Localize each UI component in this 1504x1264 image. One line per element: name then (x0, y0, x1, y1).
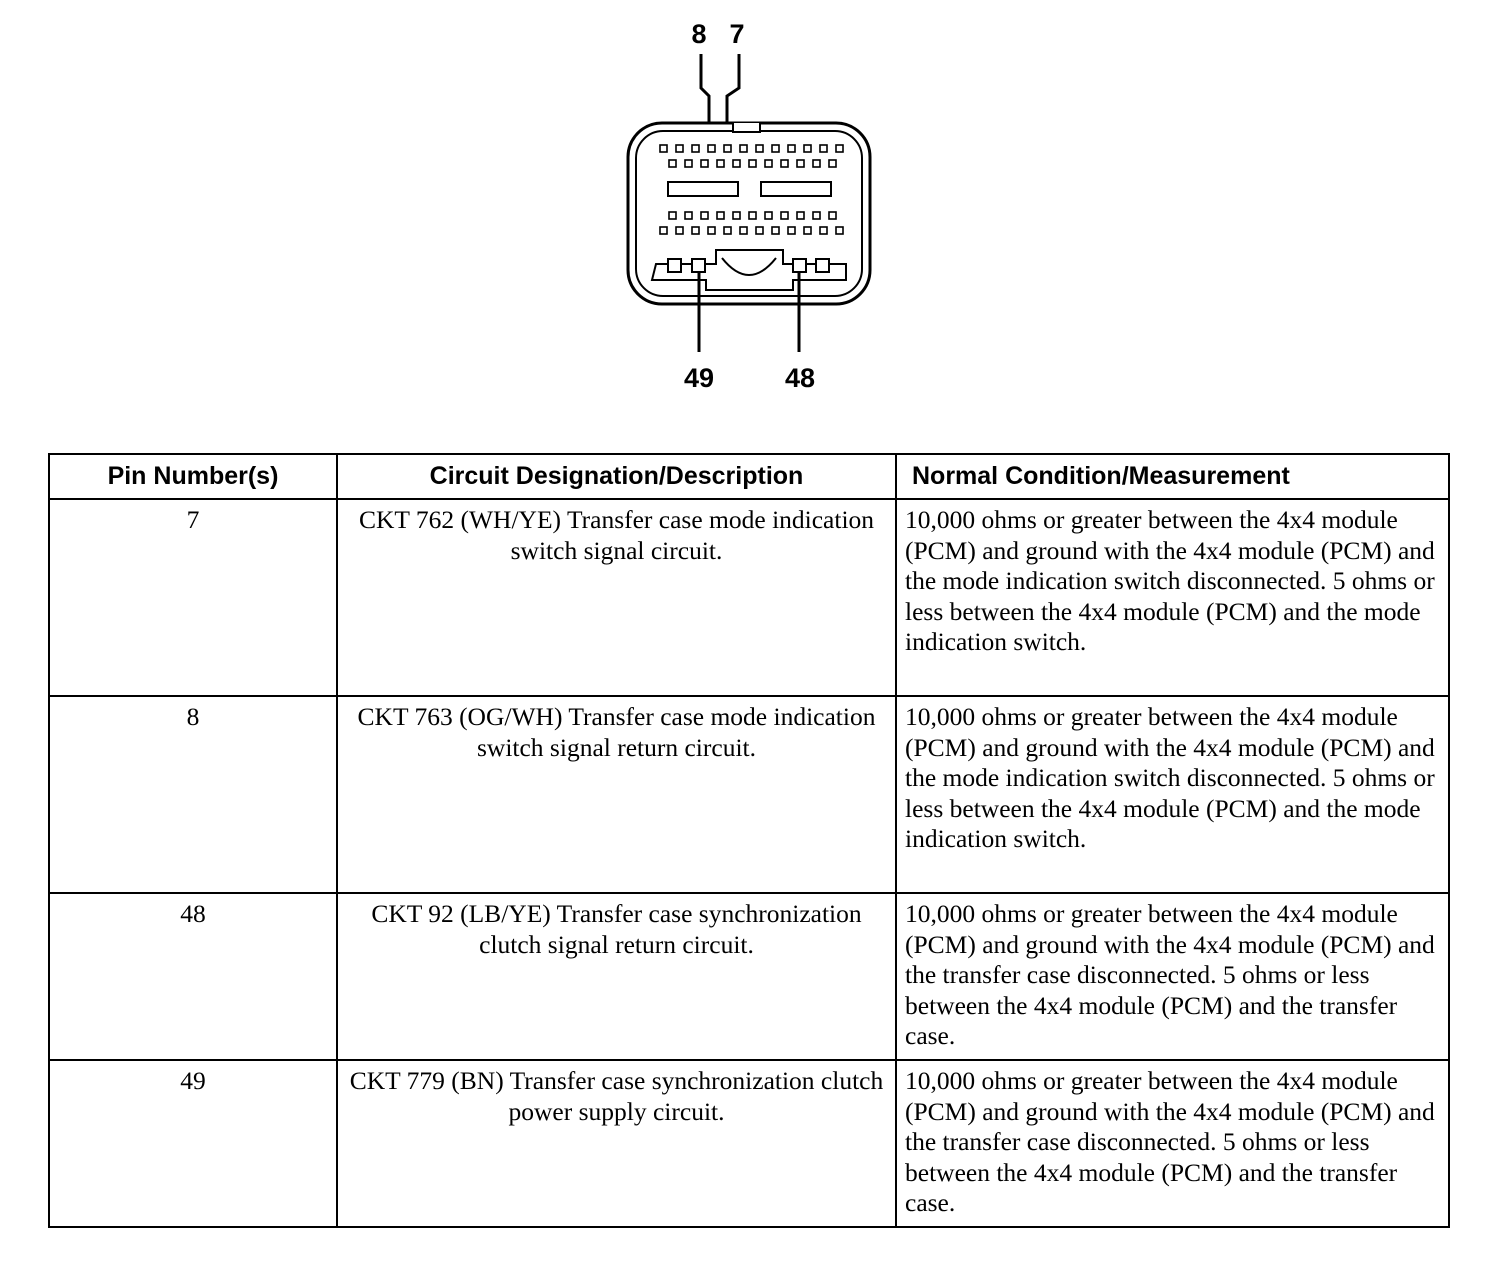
pin-number-cell: 8 (49, 696, 337, 893)
latch-slot-right (761, 182, 831, 196)
pin-50 (816, 259, 829, 272)
pin-number-cell: 48 (49, 893, 337, 1060)
measurement-cell: 10,000 ohms or greater between the 4x4 module (PCM) and ground with the 4x4 module (PCM) and the mode indication switch disconnected. 5 ohms or less between the 4x4 module (PCM) and the mode indication switch. (896, 696, 1449, 893)
header-circuit-designation: Circuit Designation/Description (337, 454, 896, 499)
pin-label-7: 7 (729, 19, 745, 49)
table-row (49, 893, 1449, 1060)
table-row (49, 1060, 1449, 1227)
connector-diagram (560, 0, 960, 410)
pin-48 (793, 259, 806, 272)
pin-49 (692, 259, 705, 272)
pin-label-48: 48 (784, 363, 816, 393)
circuit-description-cell: CKT 762 (WH/YE) Transfer case mode indication switch signal circuit. (337, 499, 896, 696)
pin-label-8: 8 (691, 19, 707, 49)
header-pin-numbers: Pin Number(s) (49, 454, 337, 499)
header-normal-condition: Normal Condition/Measurement (896, 454, 1449, 499)
pin-number-cell: 7 (49, 499, 337, 696)
table-header-row (49, 454, 1449, 499)
connector-key (733, 123, 760, 132)
measurement-cell: 10,000 ohms or greater between the 4x4 module (PCM) and ground with the 4x4 module (PCM) and the mode indication switch disconnected. 5 ohms or less between the 4x4 module (PCM) and the mode indication switch. (896, 499, 1449, 696)
pinout-table (48, 453, 1450, 1228)
pin-number-cell: 49 (49, 1060, 337, 1227)
circuit-description-cell: CKT 92 (LB/YE) Transfer case synchronization clutch signal return circuit. (337, 893, 896, 1060)
table-row (49, 499, 1449, 696)
latch-slot-left (668, 182, 738, 196)
measurement-cell: 10,000 ohms or greater between the 4x4 module (PCM) and ground with the 4x4 module (PCM) and the transfer case disconnected. 5 ohms or less between the 4x4 module (PCM) and the transfer case. (896, 1060, 1449, 1227)
pin-label-49: 49 (683, 363, 715, 393)
pin-47 (668, 259, 681, 272)
measurement-cell: 10,000 ohms or greater between the 4x4 module (PCM) and ground with the 4x4 module (PCM) and the transfer case disconnected. 5 ohms or less between the 4x4 module (PCM) and the transfer case. (896, 893, 1449, 1060)
table-row (49, 696, 1449, 893)
circuit-description-cell: CKT 763 (OG/WH) Transfer case mode indication switch signal return circuit. (337, 696, 896, 893)
circuit-description-cell: CKT 779 (BN) Transfer case synchronization clutch power supply circuit. (337, 1060, 896, 1227)
